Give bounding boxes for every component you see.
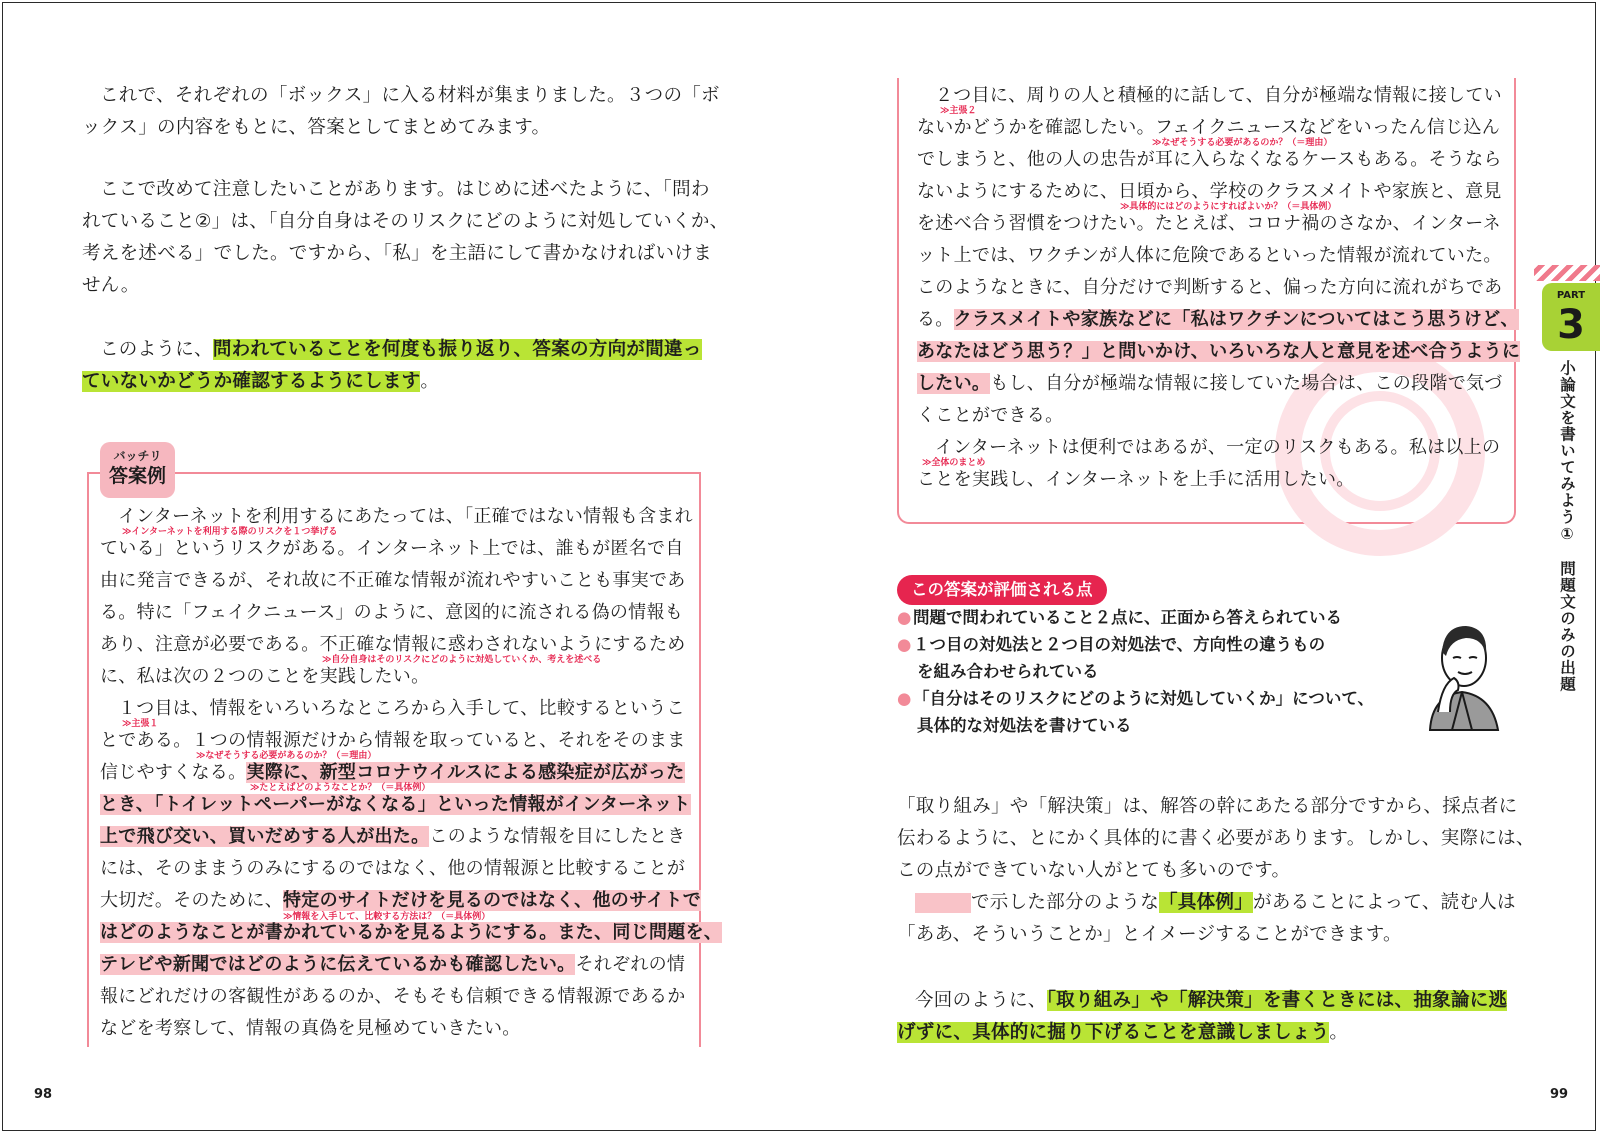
explanation-line: 伝わるように、とにかく具体的に書く必要があります。しかし、実際には、 [897,828,1535,849]
sample-line: る。 [917,309,954,330]
annotation-claim-2: ≫主張２ [940,106,977,116]
sample-line: ている」というリスクがある。インターネット上では、誰もが匿名で自 [100,538,684,559]
annotation-example-3: ≫具体的にはどのようにすればよいか？（＝具体例） [1120,202,1337,212]
bullet-icon: ● [897,689,912,708]
annotation-risk: ≫インターネットを利用する際のリスクを１つ挙げる [122,527,338,537]
sample-line: 由に発言できるが、それ故に不正確な情報が流れやすいことも事実であ [100,570,686,591]
side-tab-stripes [1534,265,1600,281]
evaluation-title: この答案が評価される点 [897,575,1107,605]
final-highlight-1: 「取り組み」や「解決策」を書くときには、抽象論に逃 [1046,990,1508,1011]
final-pre: 今回のように、 [915,990,1047,1011]
final-highlight-2: げずに、具体的に掘り下げることを意識しましょう [897,1022,1330,1043]
evaluation-item-continued: 具体的な対処法を書けている [917,716,1132,735]
evaluation-item-continued: を組み合わせられている [917,662,1099,681]
sample-line: ット上では、ワクチンが人体に危険であるといった情報が流れていた。 [917,245,1502,266]
annotation-reason-2: ≫なぜそうする必要があるのか？（＝理由） [1152,138,1333,148]
sample-highlight: あなたはどう思う？」と問いかけ、いろいろな人と意見を述べ合うように [917,341,1521,362]
part-number: 3 [1557,302,1585,348]
pink-highlight-sample [915,893,971,913]
summary-pre: このように、 [100,339,213,360]
intro-paragraph [82,80,720,144]
sample-highlight: したい。 [917,373,991,394]
annotation-approach: ≫自分自身はそのリスクにどのように対処していくか、考えを述べる [322,655,602,665]
evaluation-item [897,685,1374,712]
page-number-left: 98 [34,1087,53,1102]
sample-line: を述べ合う習慣をつけたい。たとえば、コロナ禍のさなか、インターネ [917,213,1501,234]
part-tab [1542,283,1600,351]
evaluation-item-text: １つ目の対処法と２つ目の対処法で、方向性の違うもの [913,635,1326,654]
annotation-conclusion: ≫全体のまとめ [922,458,986,468]
intro-line-1: これで、それぞれの「ボックス」に入る材料が集まりました。３つの「ボ [100,85,720,106]
sample-highlight: 上で飛び交い、買いだめする人が出た。 [100,826,430,847]
explanation-line: この点ができていない人がとても多いのです。 [897,860,1291,881]
sample-answer-text [100,501,722,1045]
caution-paragraph [82,174,728,302]
sample-line: ことを実践し、インターネットを上手に活用したい。 [917,469,1355,490]
sample-line: 大切だ。そのために、 [100,890,283,911]
sample-line: それぞれの情 [575,954,686,975]
sample-answer-badge [100,442,175,498]
final-post: 。 [1329,1022,1349,1043]
explanation-line: があることによって、読む人は [1253,892,1516,913]
intro-line-2: ックス」の内容をもとに、答案としてまとめてみます。 [82,117,551,138]
thinking-man-illustration-icon [1420,612,1506,734]
sample-line: ないようにするために、日頃から、学校のクラスメイトや家族と、意見 [917,181,1502,202]
explanation-line: 「ああ、そういうことか」とイメージすることができます。 [897,924,1402,945]
annotation-claim-1: ≫主張１ [122,719,159,729]
evaluation-item [897,604,1374,631]
sample-line: に、私は次の２つのことを実践したい。 [100,666,430,687]
sample-highlight: クラスメイトや家族などに「私はワクチンについてはこう思うけど、 [953,309,1519,330]
evaluation-item [897,631,1374,658]
evaluation-item-text: 問題で問われていること２点に、正面から答えられている [913,608,1342,627]
page-number-right: 99 [1550,1087,1569,1102]
sample-line: とである。１つの情報源だけから情報を取っていると、それをそのまま [100,730,686,751]
sample-line: もし、自分が極端な情報に接していた場合は、この段階で気づ [990,373,1503,394]
explanation-line: 「取り組み」や「解決策」は、解答の幹にあたる部分ですから、採点者に [897,796,1518,817]
sample-line: あり、注意が必要である。不正確な情報に惑わされないようにするため [100,634,686,655]
sample-line: でしまうと、他の人の忠告が耳に入らなくなるケースもある。そうなら [917,149,1502,170]
explanation-highlight: 「具体例」 [1159,892,1254,913]
sample-line: このようなときに、自分だけで判断すると、偏った方向に流れがちであ [917,277,1503,298]
evaluation-item-text: 「自分はそのリスクにどのように対処していくか」について、 [913,689,1375,708]
sample-line: 信じやすくなる。 [100,762,247,783]
sample-line: ２つ目に、周りの人と積極的に話して、自分が極端な情報に接してい [935,85,1502,106]
badge-small-label: バッチリ [113,449,162,463]
sample-highlight: 実際に、新型コロナウイルスによる感染症が広がった [246,762,685,783]
caution-line-2: れていること②」は、「自分自身はそのリスクにどのように対処していくか、 [82,211,729,232]
bullet-icon: ● [897,635,912,654]
summary-post: 。 [420,371,440,392]
sample-highlight: テレビや新聞ではどのように伝えているかも確認したい。 [100,954,576,975]
sample-line: る。特に「フェイクニュース」のように、意図的に流される偽の情報も [100,602,684,623]
caution-line-4: せん。 [82,275,140,296]
summary-paragraph [82,334,702,398]
sample-line: このような情報を目にしたとき [429,826,686,847]
sample-line: くことができる。 [917,405,1064,426]
sample-line: には、そのままうのみにするのではなく、他の情報源と比較することが [100,858,686,879]
bullet-icon: ● [897,608,912,627]
sample-highlight: とき、「トイレットペーパーがなくなる」といった情報がインターネット [100,794,691,815]
badge-big-label: 答案例 [108,465,166,487]
caution-line-1: ここで改めて注意したいことがあります。はじめに述べたように、「問わ [100,179,710,200]
sample-highlight: 特定のサイトだけを見るのではなく、他のサイトで [283,890,702,911]
sample-line: 報にどれだけの客観性があるのか、そもそも信頼できる情報源であるか [100,986,686,1007]
part-label: PART [1556,290,1586,301]
explanation-paragraph [897,791,1535,951]
annotation-reason-1: ≫なぜそうする必要があるのか？（＝理由） [196,751,377,761]
summary-highlight-2: ていないかどうか確認するようにします [82,371,421,392]
sample-line: インターネットを利用するにあたっては、「正確ではない情報も含まれ [118,506,693,527]
summary-highlight-1: 問われていることを何度も振り返り、答案の方向が間違っ [212,339,702,360]
chapter-vertical-title: 小論文を書いてみよう① 問題文のみの出題 [1558,360,1576,693]
annotation-example-2: ≫情報を入手して、比較する方法は？（＝具体例） [283,912,491,922]
sample-line: インターネットは便利ではあるが、一定のリスクもある。私は以上の [935,437,1501,458]
annotation-example-1: ≫たとえばどのようなことか？（＝具体例） [250,783,431,793]
sample-highlight: はどのようなことが書かれているかを見るようにする。また、同じ問題を、 [100,922,723,943]
final-paragraph [897,985,1507,1049]
caution-line-3: 考えを述べる」でした。ですから、「私」を主語にして書かなければいけま [82,243,712,264]
sample-line: ないかどうかを確認したい。フェイクニュースなどをいったん信じ込ん [917,117,1501,138]
sample-line: １つ目は、情報をいろいろなところから入手して、比較するというこ [118,698,685,719]
evaluation-list [897,604,1374,739]
sample-line: などを考察して、情報の真偽を見極めていきたい。 [100,1018,521,1039]
explanation-line: で示した部分のような [971,892,1160,913]
